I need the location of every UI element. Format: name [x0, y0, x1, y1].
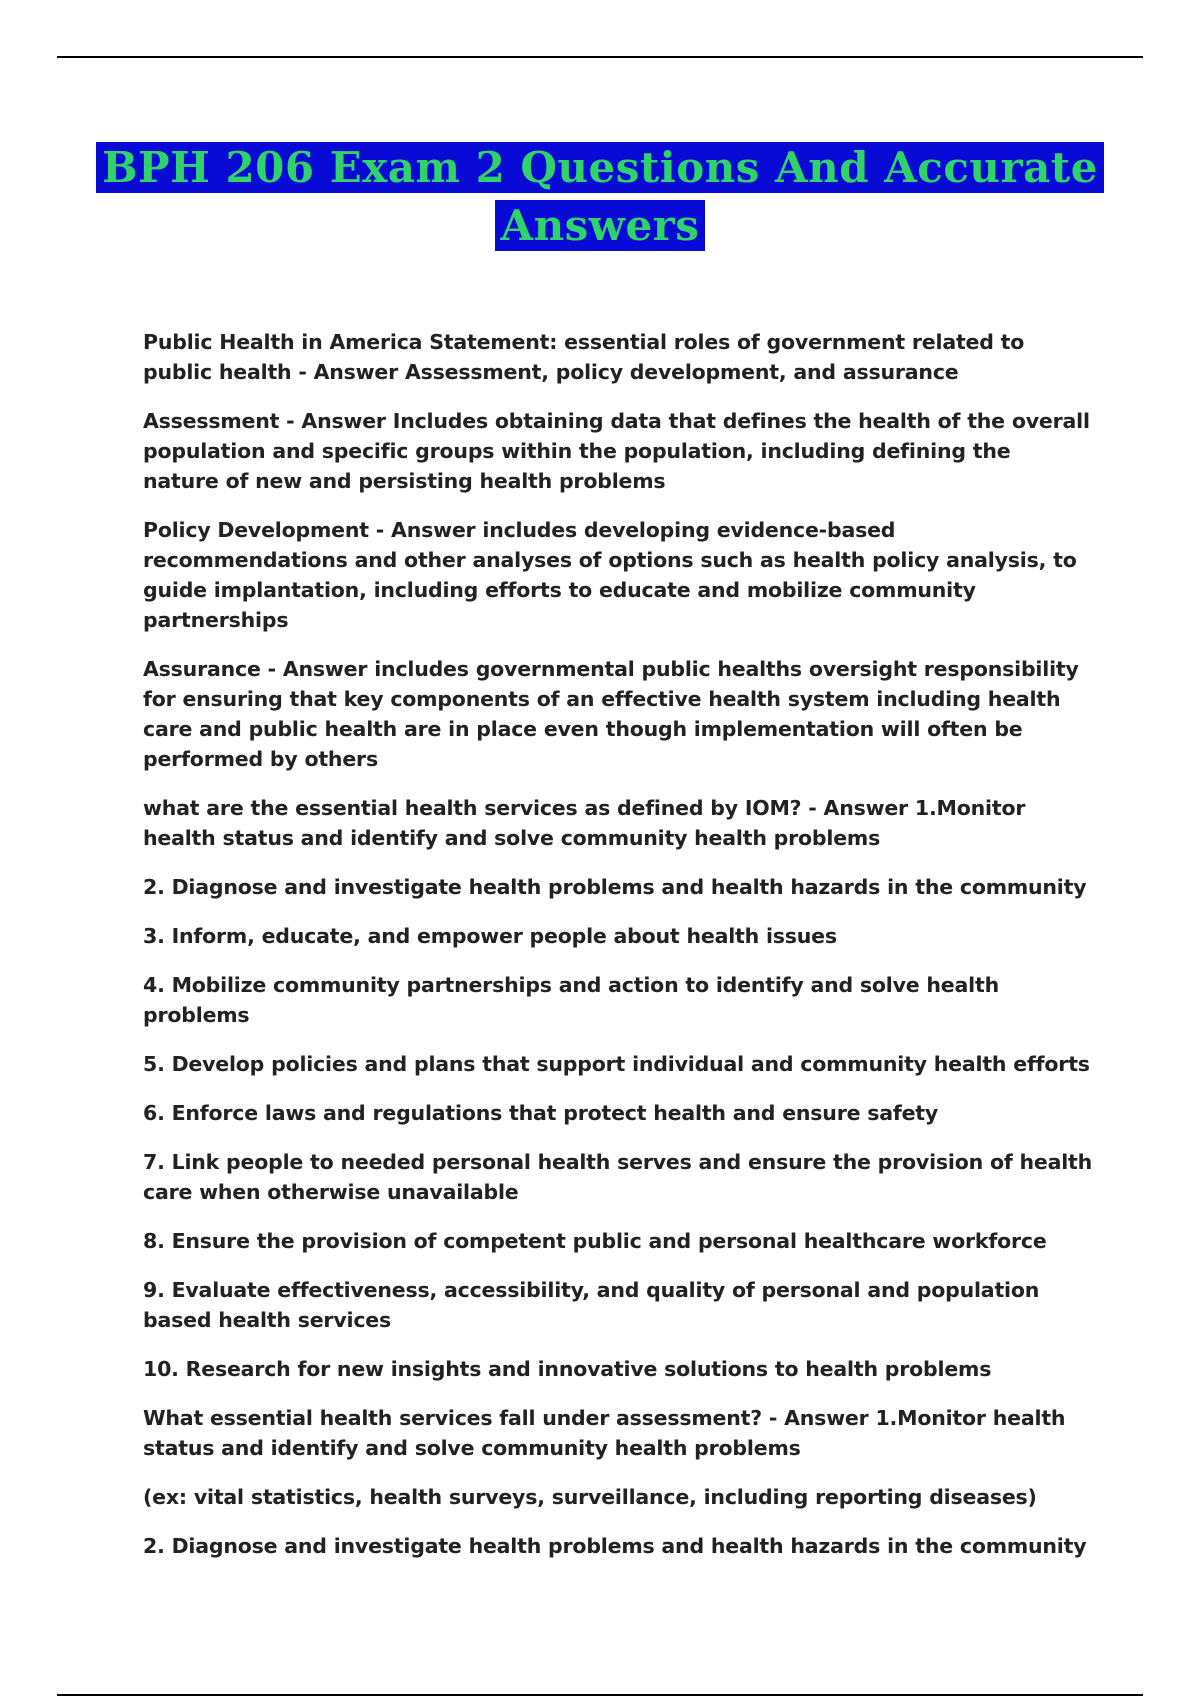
- paragraph: Policy Development - Answer includes developing evidence-based recommendations and other analyses of options such as health policy analysis, to guide implantation, including efforts to educate and mobilize community partnerships: [143, 518, 1077, 632]
- paragraph: Assessment - Answer Includes obtaining data that defines the health of the overall population and specific groups within the population, including defining the nature of new and persisting health problems: [143, 409, 1090, 493]
- paragraph: 4. Mobilize community partnerships and action to identify and solve health problems: [143, 973, 999, 1027]
- paragraph: (ex: vital statistics, health surveys, surveillance, including reporting diseases): [143, 1485, 1037, 1509]
- paragraph: 8. Ensure the provision of competent public and personal healthcare workforce: [143, 1229, 1047, 1253]
- paragraph: 5. Develop policies and plans that support individual and community health efforts: [143, 1052, 1090, 1076]
- paragraph: 9. Evaluate effectiveness, accessibility, and quality of personal and population based health services: [143, 1278, 1040, 1332]
- paragraph: 2. Diagnose and investigate health problems and health hazards in the community: [143, 875, 1087, 899]
- title-line-2: Answers: [495, 200, 706, 251]
- paragraph: 6. Enforce laws and regulations that protect health and ensure safety: [143, 1101, 939, 1125]
- paragraph: 3. Inform, educate, and empower people about health issues: [143, 924, 837, 948]
- document-body: [143, 327, 1093, 1580]
- paragraph: Assurance - Answer includes governmental public healths oversight responsibility for ensuring that key components of an effective health system including health care and public health are in place even though implementation will often be performed by others: [143, 657, 1079, 771]
- paragraph: 7. Link people to needed personal health serves and ensure the provision of health care when otherwise unavailable: [143, 1150, 1093, 1204]
- paragraph: Public Health in America Statement: essential roles of government related to public health - Answer Assessment, policy development, and assurance: [143, 330, 1025, 384]
- paragraph: what are the essential health services as defined by IOM? - Answer 1.Monitor health status and identify and solve community health problems: [143, 796, 1026, 850]
- bottom-rule: [57, 1694, 1143, 1696]
- paragraph: What essential health services fall under assessment? - Answer 1.Monitor health status and identify and solve community health problems: [143, 1406, 1066, 1460]
- paragraph: 10. Research for new insights and innovative solutions to health problems: [143, 1357, 992, 1381]
- title-line-1: BPH 206 Exam 2 Questions And Accurate: [96, 142, 1104, 193]
- paragraph: 2. Diagnose and investigate health problems and health hazards in the community: [143, 1534, 1087, 1558]
- top-rule: [57, 56, 1143, 58]
- document-title: [0, 142, 1200, 251]
